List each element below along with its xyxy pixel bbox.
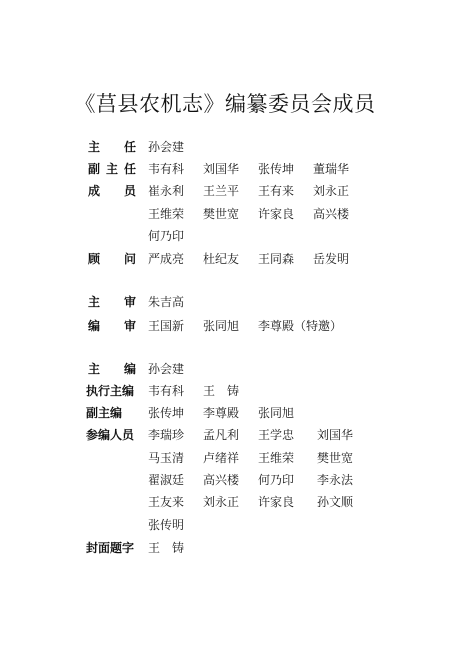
contributors-row xyxy=(0,448,450,468)
contributor-name: 樊世宽 xyxy=(317,451,354,465)
contributor-name: 王维荣 xyxy=(258,451,295,465)
deputy-director-name: 董瑞华 xyxy=(313,162,350,176)
executive-editor-name: 王 铸 xyxy=(203,384,240,398)
contributors-row xyxy=(0,425,450,445)
director-label: 主 任 xyxy=(88,140,136,154)
members-row xyxy=(0,204,450,224)
contributor-name: 王学忠 xyxy=(258,428,295,442)
member-name: 崔永利 xyxy=(148,184,185,198)
deputy-editor-row xyxy=(0,403,450,423)
chief-editor-name: 孙会建 xyxy=(148,362,185,376)
deputy-director-name: 韦有科 xyxy=(148,162,185,176)
contributor-name: 王友来 xyxy=(148,495,185,509)
contributors-row xyxy=(0,492,450,512)
contributor-name: 许家良 xyxy=(258,495,295,509)
contributors-row xyxy=(0,515,450,535)
deputy-editor-label: 副主编 xyxy=(86,406,123,420)
contributors-label: 参编人员 xyxy=(86,428,135,442)
member-name: 刘永正 xyxy=(313,184,350,198)
member-name: 高兴楼 xyxy=(313,207,350,221)
member-name: 王维荣 xyxy=(148,207,185,221)
member-name: 何乃印 xyxy=(148,229,185,243)
cover-calligraphy-name: 王 铸 xyxy=(148,541,185,555)
executive-editor-label: 执行主编 xyxy=(86,384,135,398)
member-name: 王有来 xyxy=(258,184,295,198)
director-name: 孙会建 xyxy=(148,140,185,154)
contributors-row xyxy=(0,470,450,490)
deputy-director-row xyxy=(0,159,450,179)
contributor-name: 翟淑廷 xyxy=(148,473,185,487)
contributor-name: 刘国华 xyxy=(317,428,354,442)
contributor-name: 马玉清 xyxy=(148,451,185,465)
cover-calligraphy-row xyxy=(0,538,450,558)
advisors-row xyxy=(0,249,450,269)
advisor-name: 严成亮 xyxy=(148,252,185,266)
chief-editor-row xyxy=(0,359,450,379)
contributor-name: 刘永正 xyxy=(203,495,240,509)
member-name: 樊世宽 xyxy=(203,207,240,221)
member-name: 王兰平 xyxy=(203,184,240,198)
member-name: 许家良 xyxy=(258,207,295,221)
deputy-director-name: 刘国华 xyxy=(203,162,240,176)
deputy-director-label: 副 主 任 xyxy=(88,162,136,176)
deputy-editor-name: 张同旭 xyxy=(258,406,295,420)
chief-reviewer-name: 朱吉高 xyxy=(148,295,185,309)
director-row xyxy=(0,137,450,157)
advisor-name: 王同森 xyxy=(258,252,295,266)
contributor-name: 孟凡利 xyxy=(203,428,240,442)
contributor-name: 高兴楼 xyxy=(203,473,240,487)
reviewer-name: 王国新 xyxy=(148,319,185,333)
chief-reviewer-row xyxy=(0,292,450,312)
executive-editor-name: 韦有科 xyxy=(148,384,185,398)
reviewer-name: 张同旭 xyxy=(203,319,240,333)
reviewers-label: 编 审 xyxy=(88,319,136,333)
deputy-editor-name: 李尊殿 xyxy=(203,406,240,420)
chief-reviewer-label: 主 审 xyxy=(88,295,136,309)
page-title: 《莒县农机志》编纂委员会成员 xyxy=(74,92,376,116)
reviewer-name: 李尊殿（特邀） xyxy=(258,319,343,333)
cover-calligraphy-label: 封面题字 xyxy=(86,541,135,555)
contributor-name: 孙文顺 xyxy=(317,495,354,509)
contributor-name: 李永法 xyxy=(317,473,354,487)
members-row xyxy=(0,181,450,201)
advisors-label: 顾 问 xyxy=(88,252,136,266)
contributor-name: 卢绪祥 xyxy=(203,451,240,465)
members-row xyxy=(0,226,450,246)
deputy-director-name: 张传坤 xyxy=(258,162,295,176)
advisor-name: 杜纪友 xyxy=(203,252,240,266)
contributor-name: 何乃印 xyxy=(258,473,295,487)
chief-editor-label: 主 编 xyxy=(88,362,136,376)
reviewers-row xyxy=(0,316,450,336)
deputy-editor-name: 张传坤 xyxy=(148,406,185,420)
contributor-name: 张传明 xyxy=(148,518,185,532)
contributor-name: 李瑞珍 xyxy=(148,428,185,442)
advisor-name: 岳发明 xyxy=(313,252,350,266)
executive-editor-row xyxy=(0,381,450,401)
members-label: 成 员 xyxy=(88,184,136,198)
